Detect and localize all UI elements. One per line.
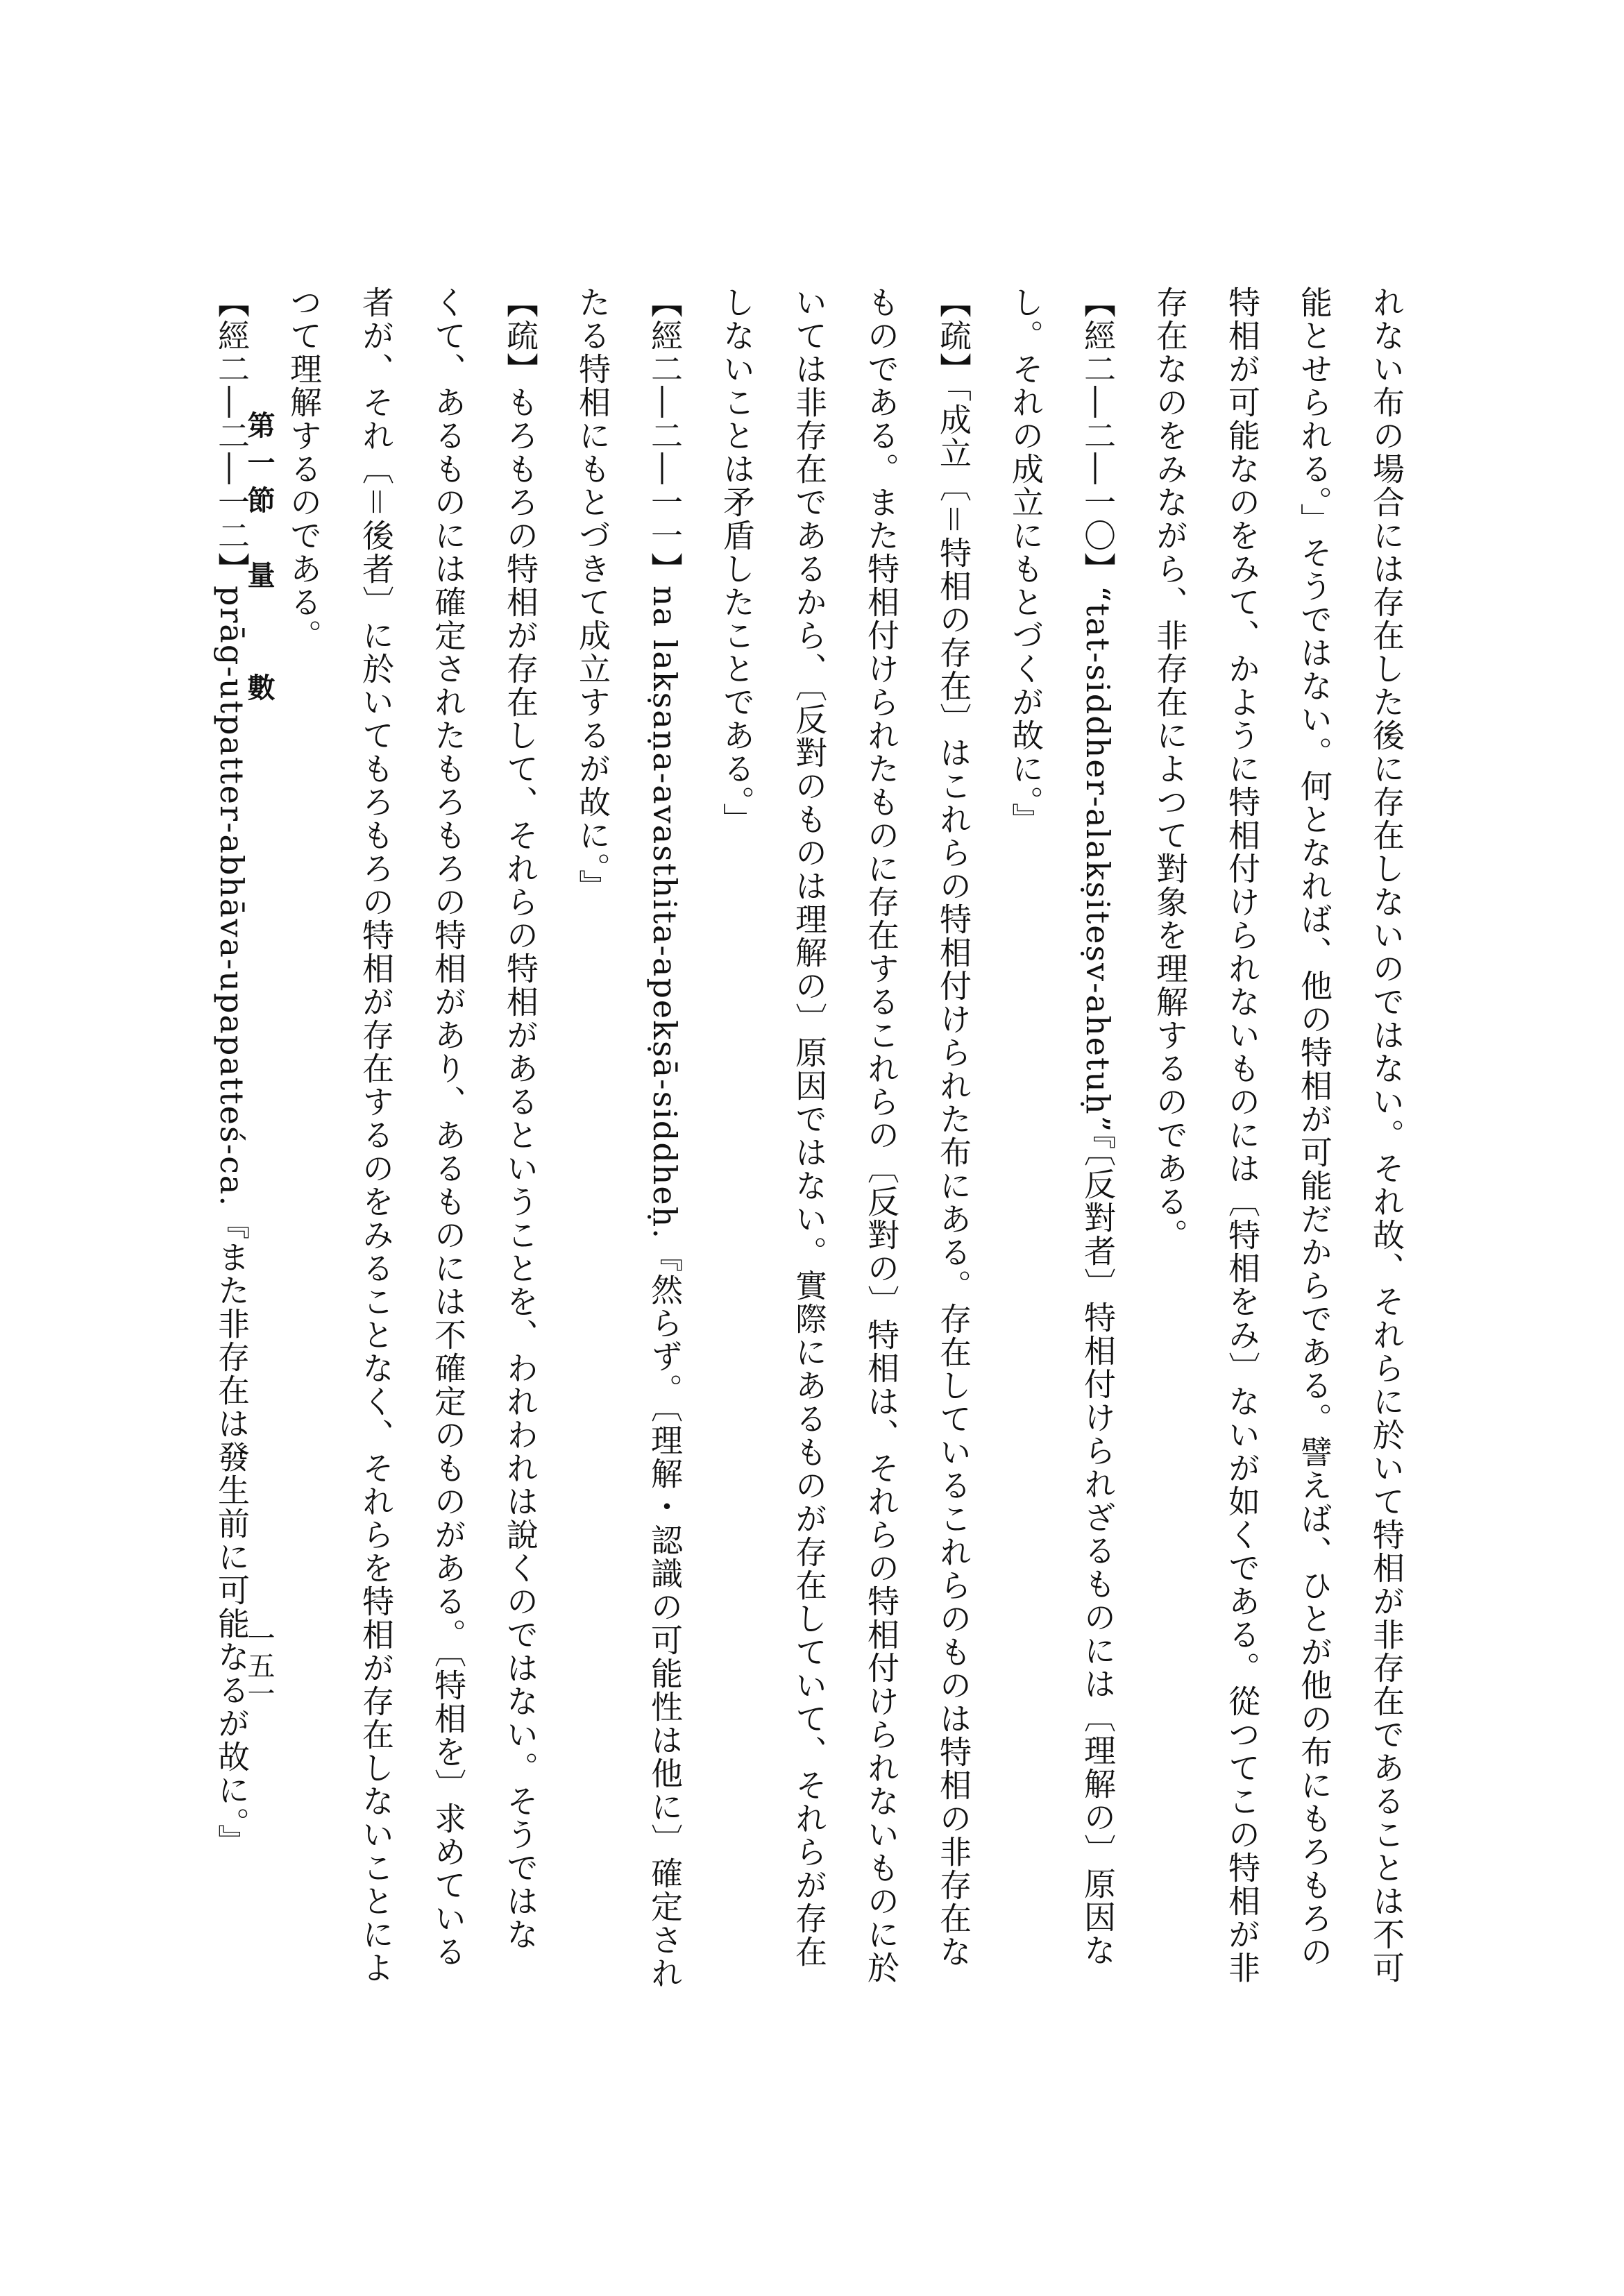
- text-column: くて、あるものには確定されたもろもろの特相があり、あるものには不確定のものがある。〔特相を〕求めている: [430, 286, 467, 1968]
- text-column: つて理解するのである。: [285, 286, 323, 652]
- sutra-heading: 【經二―二―一二】prāg-utpatter-abhāva-upapatteś-ca.『また非存在は發生前に可能なるが故に。』: [213, 286, 251, 1857]
- text-column: 者が、それ〔＝後者〕に於いてもろもろの特相が存在するのをみることなく、それらを特相が存在しないことによ: [357, 286, 395, 1984]
- text-column: いては非存在であるから、〔反對のものは理解の〕原因ではない。實際にあるものが存在していて、それらが存在: [790, 286, 828, 1968]
- commentary-heading: 【疏】もろもろの特相が存在して、それらの特相があるということを、われわれは說くのではない。そうではな: [502, 286, 539, 1951]
- page-number: 一五一: [243, 1624, 275, 1707]
- text-column: ものである。また特相付けられたものに存在するこれらの〔反對の〕特相は、それらの特相付けられないものに於: [863, 286, 900, 1984]
- text-column: 存在なのをみながら、非存在によつて對象を理解するのである。: [1151, 286, 1189, 1252]
- text-column: し。それの成立にもとづくが故に。』: [1007, 286, 1044, 836]
- text-column: 能とせられる。」そうではない。何となれば、他の特相が可能だからである。譬えば、ひとが他の布にもろもろの: [1296, 286, 1333, 1968]
- commentary-heading: 【疏】「成立〔＝特相の存在〕はこれらの特相付けられた布にある。存在しているこれらのものは特相の非存在な: [935, 286, 972, 1968]
- sutra-heading: 【經二―二―一〇】“tat-siddher-alakṣiteṣv-ahetuḥ”『〔反對者〕特相付けられざるものには〔理解の〕原因な: [1079, 286, 1117, 1968]
- text-column: しないことは矛盾したことである。」: [718, 286, 756, 836]
- text-column: たる特相にもとづきて成立するが故に。』: [574, 286, 611, 903]
- text-column: れない布の場合には存在した後に存在しないのではない。それ故、それらに於いて特相が非存在であることは不可: [1368, 286, 1405, 1984]
- sutra-heading: 【經二―二―一一】na lakṣaṇa-avasthita-apekṣā-siddheḥ.『然らず。〔理解・認識の可能性は他に〕確定され: [646, 286, 684, 1990]
- running-head: 第一節 量 數: [243, 411, 276, 711]
- text-column: 特相が可能なのをみて、かように特相付けられないものには〔特相をみ〕ないが如くである。從つてこの特相が非: [1224, 286, 1261, 1984]
